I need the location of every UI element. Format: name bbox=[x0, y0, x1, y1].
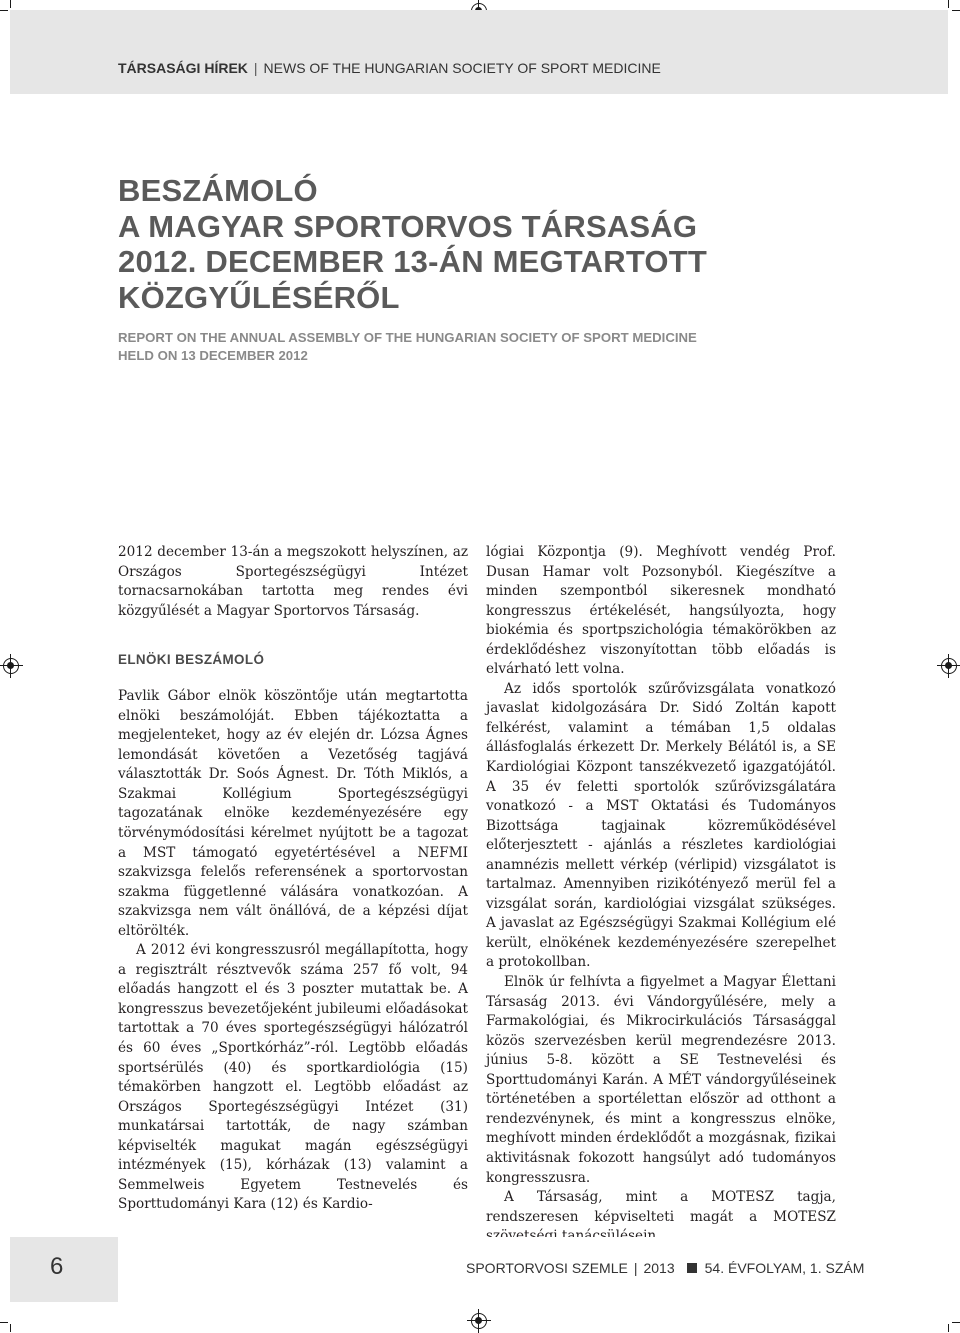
crop-mark bbox=[0, 10, 8, 11]
left-column bbox=[118, 543, 468, 1215]
square-bullet-icon bbox=[687, 1263, 697, 1273]
header-band bbox=[10, 10, 948, 94]
intro-paragraph: 2012 december 13-án a megszokott helyszínen, az Országos Sportegészségügyi Intézet tornacsarnokában tartotta meg rendes évi közgyűlését a Magyar Sportorvos Társaság. bbox=[118, 544, 468, 619]
paragraph: A Társaság, mint a MOTESZ tagja, rendszeresen képviselteti magát a MOTESZ bbox=[486, 1189, 836, 1225]
crop-mark bbox=[0, 1322, 8, 1323]
running-header bbox=[118, 60, 661, 76]
article-title bbox=[118, 173, 878, 315]
right-column bbox=[486, 543, 836, 1247]
footer-volume: 54. ÉVFOLYAM, 1. SZÁM bbox=[704, 1260, 865, 1276]
title-line: A MAGYAR SPORTORVOS TÁRSASÁG bbox=[118, 208, 698, 244]
title-line: KÖZGYŰLÉSÉRŐL bbox=[118, 279, 400, 315]
crop-mark bbox=[948, 1324, 949, 1332]
running-footer bbox=[466, 1260, 864, 1276]
registration-mark-icon bbox=[941, 658, 957, 674]
paragraph-continuation: lógiai Központja (9). Meghívott vendég Prof. Dusan Hamar volt Pozsonyból. Kiegészítve a minden szempontból sikeresnek mondható kongresszus értékelését, hangsúlyozta, hogy biokémia és sportpszichológia témakörökben az érdeklődéshez viszonyítottan több előadás is elvárható lett volna. bbox=[486, 544, 836, 678]
page-number: 6 bbox=[50, 1253, 64, 1280]
paragraph: Az idős sportolók szűrővizsgálata vonatkozó javaslat kidolgozására Dr. Sidó Zoltán kapott felkérést, valamint a témában 1,5 oldalas állásfoglalás érkezett Dr. Merkely Bélától is, a SE Kardiológiai Központ tanszékvezető igazgatójától. A 35 év feletti sportolók szűrővizsgálatára vonatkozó - a MST Oktatási és Tudományos Bizottsága tagjainak közreműködésével előterjesztett - ajánlás a részletes kardiológiai anamnézis mellett vérkép (vérlipid) vizsgálatot is tartalmaz. Amennyiben rizikótényező merül fel a vizsgálat során, kardiológiai vizsgálat szükséges. A javaslat az Egészségügyi Szakmai Kollégium elé került, elnökének kezdeményezésére szerepelhet a protokollban. bbox=[486, 680, 836, 971]
registration-mark-icon bbox=[3, 658, 19, 674]
footer-separator: | bbox=[633, 1260, 638, 1276]
crop-mark bbox=[948, 0, 949, 8]
article-subtitle bbox=[118, 329, 878, 365]
crop-mark bbox=[10, 1324, 11, 1332]
header-section-hu: TÁRSASÁGI HÍREK bbox=[118, 60, 248, 76]
crop-mark bbox=[952, 1322, 960, 1323]
paragraph: Pavlik Gábor elnök köszöntője után megtartotta elnöki beszámolóját. Ebben tájékoztatta a megjelenteket, hogy az év elején dr. Lózsa Ágnes lemondását követően a Vezetőség tagjává választották Dr. Soós Ágnest. Dr. Tóth Miklós, a Szakmai Kollégium Sportegészségügyi tagozatának elnöke kezdeményezésére egy törvénymódosítási kérelmet nyújtott be a tagozat a MST támogató egyetértésével a NEFMI szakvizsga felelős referensének a sportorvostan szakma függetlenné válására vonatkozóan. A szakvizsga nem vált önállóvá, de a képzési díjat eltörölték. bbox=[118, 688, 468, 939]
registration-mark-icon bbox=[471, 1313, 487, 1329]
section-heading: ELNÖKI BESZÁMOLÓ bbox=[118, 652, 265, 668]
subtitle-line: HELD ON 13 DECEMBER 2012 bbox=[118, 348, 308, 363]
header-section-en: NEWS OF THE HUNGARIAN SOCIETY OF SPORT MEDICINE bbox=[263, 60, 661, 76]
crop-mark bbox=[952, 10, 960, 11]
subtitle-line: REPORT ON THE ANNUAL ASSEMBLY OF THE HUNGARIAN SOCIETY OF SPORT MEDICINE bbox=[118, 330, 697, 345]
title-line: 2012. DECEMBER 13-ÁN MEGTARTOTT bbox=[118, 244, 707, 279]
title-line: BESZÁMOLÓ bbox=[118, 173, 318, 208]
footer-journal: SPORTORVOSI SZEMLE bbox=[466, 1260, 628, 1276]
footer-year: 2013 bbox=[643, 1260, 675, 1276]
header-separator: | bbox=[253, 60, 258, 76]
paragraph: Elnök úr felhívta a figyelmet a Magyar Élettani Társaság 2013. évi Vándorgyűlésére, mely a Farmakológiai, és Mikrocirkulációs Társasággal közös szervezésben kerül megrendezésre 2013. június 5-8. között a SE Testnevelési és Sporttudományi Karán. A MÉT vándorgyűléseinek történetében a sportélettan először ad otthont a rendezvénynek, és mint a kongresszus elnöke, meghívott minden érdeklődőt a mozgásnak, fizikai aktivitásnak fokozott hangsúlyt adó tudományos kongresszusra. bbox=[486, 974, 836, 1186]
crop-mark bbox=[10, 0, 11, 8]
paragraph: A 2012 évi kongresszusról megállapította, hogy a regisztrált résztvevők száma 257 fő volt, 94 előadás hangzott el és 3 poszter mutattak be. A kongresszus bevezetőjeként jubileumi előadásokat tartottak a 70 éves sportegészségügyi hálózatról és 60 éves „Sportkórház”-ról. Legtöbb előadás sportsérülés (40) és sportkardiológia (15) témakörben hangzott el. Legtöbb előadást az Országos Sportegészségügyi Intézet (31) munkatársai tartották, de nagy számban képviselték magukat magán egészségügyi intézmények (15), kórházak (13) valamint a Semmelweis Egyetem Testnevelés és Sporttudományi Kara (12) és Kardio- bbox=[118, 942, 468, 1213]
